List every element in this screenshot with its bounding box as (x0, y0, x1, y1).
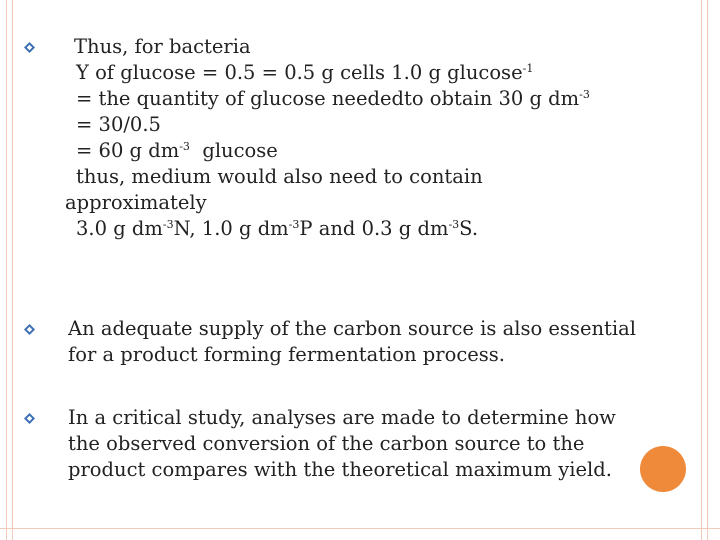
bullet-1-line-3: = the quantity of glucose neededto obtain 30 g $dm^{-3}$ (76, 87, 590, 110)
diamond-bullet-icon (24, 413, 35, 424)
bullet-1-line-5: = 60 g $dm^{-3}$ glucose (76, 139, 278, 162)
bullet-3-line-1: In a critical study, analyses are made to determine how (68, 406, 616, 429)
bullet-item-3 (24, 405, 704, 483)
bullet-1-line-8: 3.0 g $dm^{-3}N$, 1.0 g $dm^{-3}P$ and 0.3 g $dm^{-3}S$. (76, 217, 479, 240)
frame-line-left-inner (12, 0, 13, 540)
superscript: -3 (288, 218, 300, 231)
superscript: -1 (522, 62, 534, 75)
bullet-3-line-3: product compares with the theoretical maximum yield. (68, 458, 612, 481)
bullet-2-line-2: for a product forming fermentation process. (68, 343, 506, 366)
bullet-2-line-1: An adequate supply of the carbon source is also essential (68, 317, 636, 340)
bullet-1-line-1: Thus, for bacteria (74, 35, 251, 58)
bullet-1-line-7: approximately (65, 191, 207, 214)
bullet-item-2 (24, 316, 704, 368)
diamond-bullet-icon (24, 42, 35, 53)
superscript: -3 (162, 218, 174, 231)
frame-line-left-outer (6, 0, 7, 540)
accent-circle (640, 446, 686, 492)
frame-line-bottom (0, 528, 720, 529)
diamond-bullet-icon (24, 324, 35, 335)
superscript: -3 (448, 218, 460, 231)
bullet-1-line-2: Y of glucose = 0.5 = 0.5 g cells 1.0 g glucose$^{-1}$ (76, 61, 534, 84)
superscript: -3 (579, 88, 590, 101)
bullet-1-line-6: thus, medium would also need to contain (76, 165, 483, 188)
superscript: -3 (179, 140, 190, 153)
frame-line-right-outer (707, 0, 708, 540)
bullet-item-1 (24, 34, 704, 242)
bullet-3-line-2: the observed conversion of the carbon source to the (68, 432, 585, 455)
bullet-1-line-4: = 30/0.5 (76, 113, 161, 136)
